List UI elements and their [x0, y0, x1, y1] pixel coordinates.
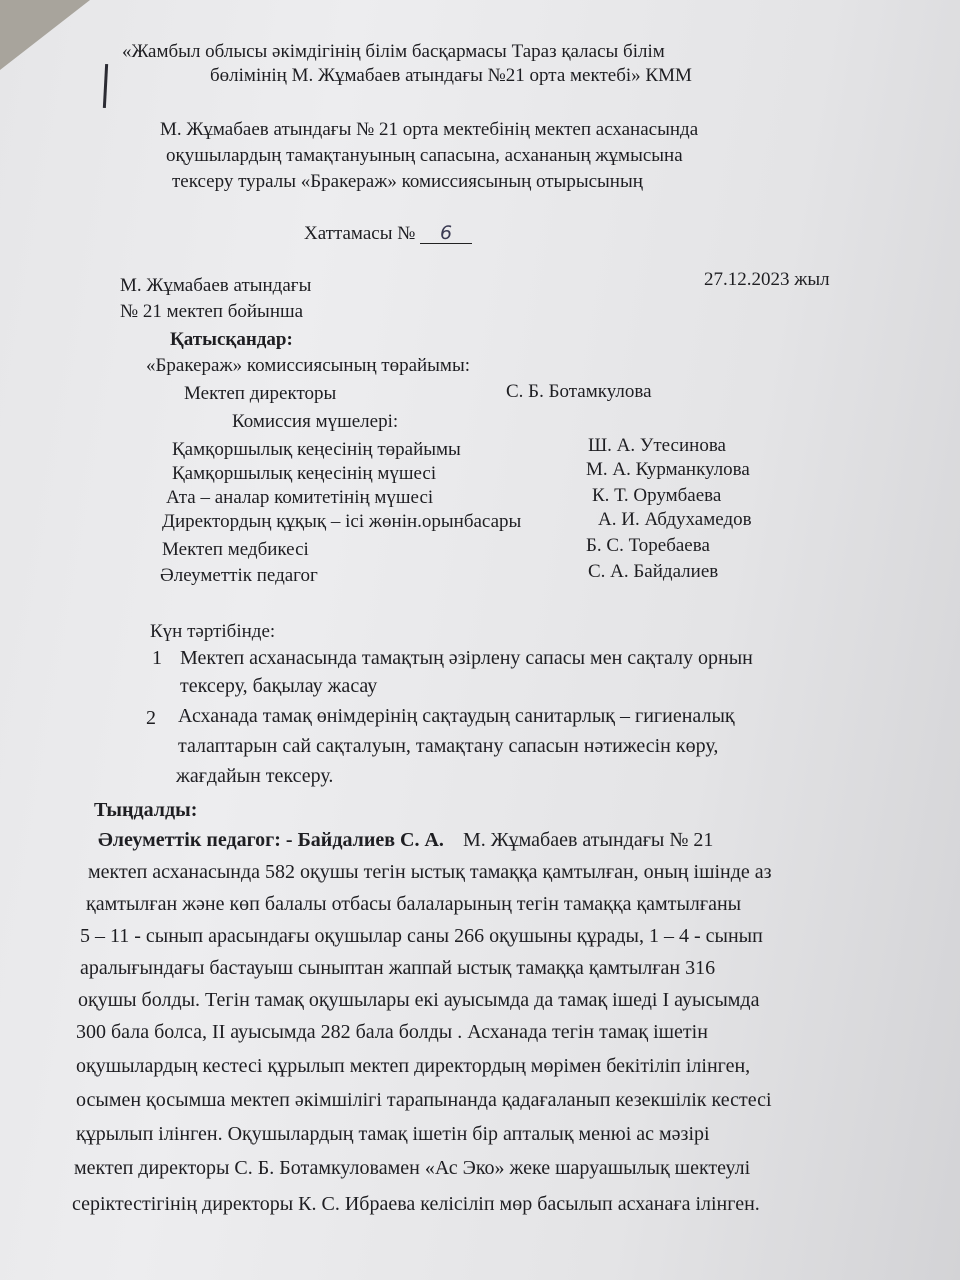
agenda-item-text: жағдайын тексеру.	[176, 765, 334, 787]
heard-line: мектеп директоры С. Б. Ботамкуловамен «Ас Эко» жеке шаруашылық шектеулі	[74, 1157, 751, 1179]
subject-line2: оқушылардың тамақтануының сапасына, асхананың жұмысына	[166, 145, 683, 166]
protocol-number: 6	[420, 224, 472, 244]
heard-line: осымен қосымша мектеп әкімшілігі тарапынанда қадағаланып кезекшілік кестесі	[76, 1089, 772, 1111]
member-name: М. А. Курманкулова	[586, 459, 750, 480]
member-name: Ш. А. Утесинова	[588, 435, 726, 456]
agenda-item-text: талаптарын сай сақталуын, тамақтану сапасын нәтижесін көру,	[178, 735, 719, 757]
chair-label: «Бракераж» комиссиясының төрайымы:	[146, 355, 471, 376]
subject-line3: тексеру туралы «Бракераж» комиссиясының отырысының	[172, 171, 643, 192]
heard-line: аралығындағы бастауыш сыныптан жаппай ыстық тамаққа қамтылған 316	[80, 957, 716, 979]
heard-first-line	[98, 830, 713, 850]
heard-line: 5 – 11 - сынып арасындағы оқушылар саны 266 оқушыны құрады, 1 – 4 - сынып	[80, 925, 763, 947]
members-label: Комиссия мүшелері:	[232, 411, 399, 432]
member-role: Қамқоршылық кеңесінің мүшесі	[172, 463, 437, 484]
heard-line: қамтылған және көп балалы отбасы балаларының тегін тамаққа қамтылғаны	[86, 893, 742, 915]
pen-mark	[103, 64, 108, 108]
heard-line: 300 бала болса, II ауысымда 282 бала болды . Асханада тегін тамақ ішетін	[76, 1021, 708, 1043]
member-name: А. И. Абдухамедов	[598, 509, 752, 530]
document-date: 27.12.2023 жыл	[704, 269, 830, 290]
member-name: Б. С. Торебаева	[586, 535, 710, 556]
heard-first-line-rest: М. Жұмабаев атындағы № 21	[462, 829, 714, 851]
protocol-title	[304, 224, 472, 244]
subject-line1: М. Жұмабаев атындағы № 21 орта мектебінің мектеп асханасында	[160, 119, 699, 140]
place-line2: № 21 мектеп бойынша	[120, 301, 304, 322]
org-header-line2: бөлімінің М. Жұмабаев атындағы №21 орта мектебі» КММ	[210, 65, 692, 86]
member-role: Әлеуметтік педагог	[160, 565, 318, 586]
member-name: К. Т. Орумбаева	[592, 485, 722, 506]
agenda-item-text: тексеру, бақылау жасау	[180, 675, 378, 697]
heard-line: мектеп асханасында 582 оқушы тегін ыстық тамаққа қамтылған, оның ішінде аз	[88, 861, 772, 883]
member-role: Директордың құқық – ісі жөнін.орынбасары	[162, 511, 522, 532]
member-name: С. А. Байдалиев	[588, 561, 719, 582]
speaker-name: Әлеуметтік педагог: - Байдалиев С. А.	[98, 829, 444, 851]
agenda-item-number: 2	[146, 707, 156, 729]
member-role: Қамқоршылық кеңесінің төрайымы	[172, 439, 461, 460]
agenda-item-number: 1	[152, 647, 162, 669]
place-line1: М. Жұмабаев атындағы	[120, 275, 312, 296]
participants-heading: Қатысқандар:	[170, 329, 293, 350]
agenda-heading: Күн тәртібінде:	[150, 621, 276, 642]
heard-line: серіктестігінің директоры К. С. Ибраева келісіліп мөр басылып асханаға ілінген.	[72, 1193, 760, 1215]
agenda-item-text: Мектеп асханасында тамақтың әзірлену сапасы мен сақталу орнын	[180, 647, 753, 669]
heard-line: оқушы болды. Тегін тамақ оқушылары екі ауысымда да тамақ ішеді I ауысымда	[78, 989, 760, 1011]
background-corner	[0, 0, 90, 70]
member-role: Ата – аналар комитетінің мүшесі	[166, 487, 434, 508]
protocol-label: Хаттамасы №	[304, 223, 416, 244]
director-name: С. Б. Ботамкулова	[506, 381, 652, 402]
org-header-line1: «Жамбыл облысы әкімдігінің білім басқармасы Тараз қаласы білім	[122, 41, 665, 62]
director-role: Мектеп директоры	[184, 383, 337, 404]
member-role: Мектеп медбикесі	[162, 539, 309, 560]
heard-line: оқушылардың кестесі құрылып мектеп директордың мөрімен бекітіліп ілінген,	[76, 1055, 751, 1077]
agenda-item-text: Асханада тамақ өнімдерінің сақтаудың санитарлық – гигиеналық	[178, 705, 735, 727]
heard-line: құрылып ілінген. Оқушылардың тамақ ішетін бір апталық менюі ас мәзірі	[76, 1123, 710, 1145]
heard-heading: Тыңдалды:	[94, 799, 198, 821]
